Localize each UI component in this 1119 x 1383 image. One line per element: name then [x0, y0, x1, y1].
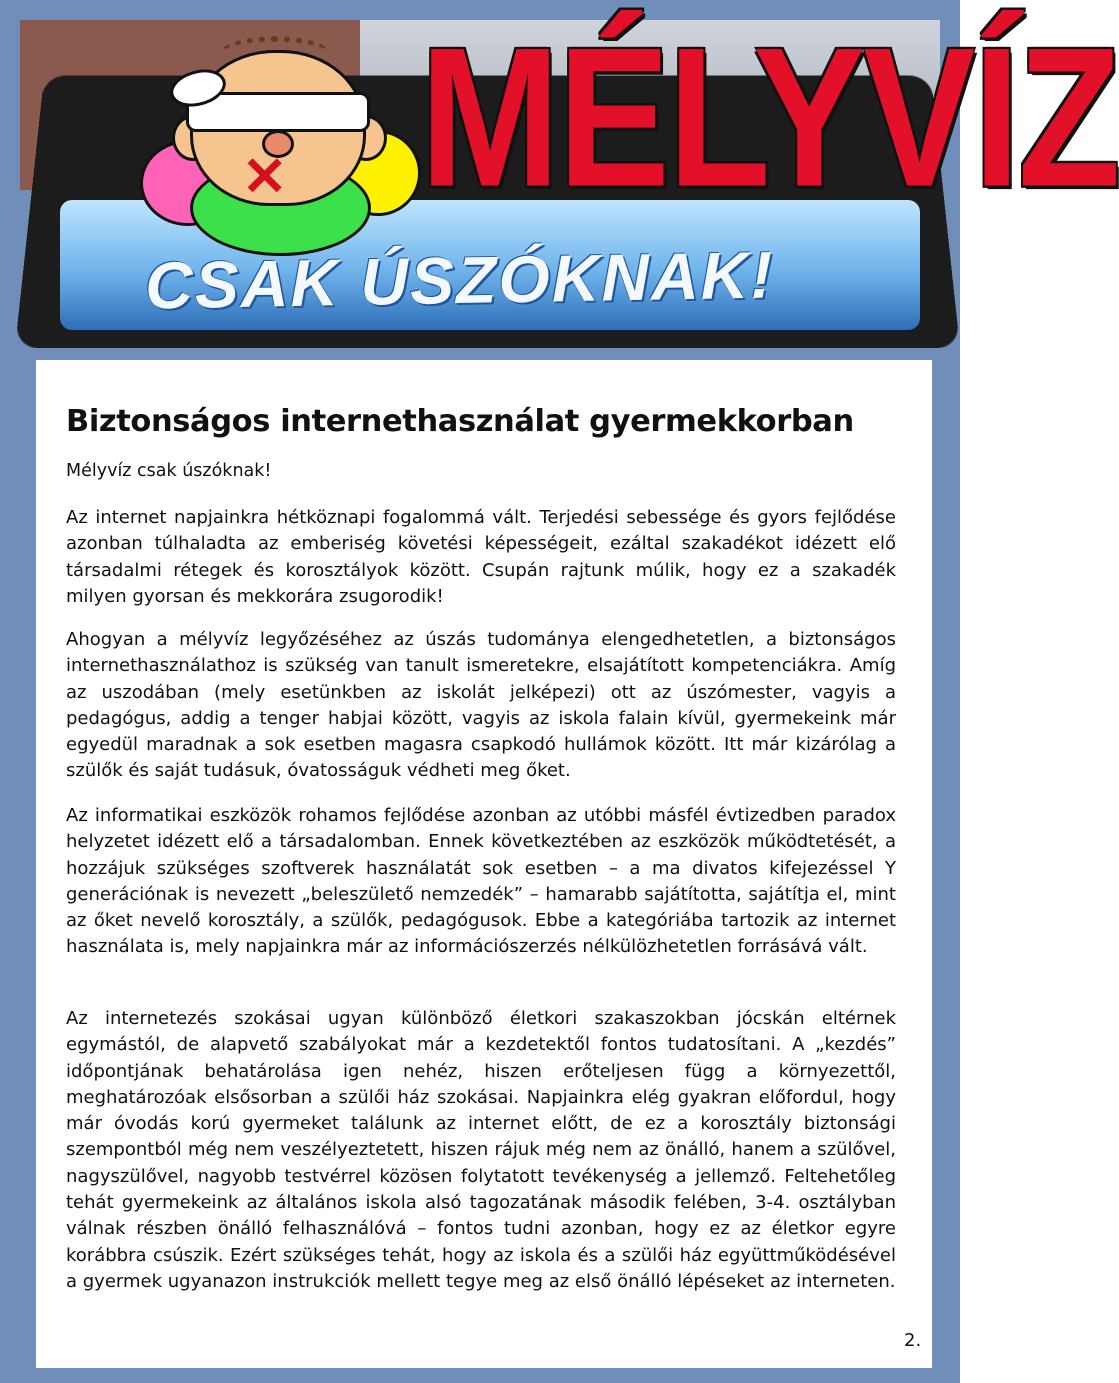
paragraph-2: Ahogyan a mélyvíz legyőzéséhez az úszás tudománya elengedhetetlen, a biztonságos internethasználathoz is szükség van tanult ismeretekre, elsajátított kompetenciákra. Amíg az uszodában (mely esetünkben az iskolát jelképezi) ott az úszómester, vagyis a pedagógus, addig a tenger habjai között, vagyis az iskola falain kívül, gyermekeink már egyedül maradnak a sok esetben magasra csapkodó hullámok között. Itt már kizárólag a szülők és saját tudásuk, óvatosságuk védheti meg őket.: [66, 629, 896, 782]
logo-csak-uszoknak: CSAK ÚSZÓKNAK!: [144, 237, 775, 323]
logo-melyviz: MÉLYVÍZ: [420, 6, 1119, 229]
mouth-cross-icon: ✕: [242, 147, 288, 207]
paragraph-3: Az informatikai eszközök rohamos fejlődése azonban az utóbbi másfél évtizedben paradox helyzetet idézett elő a társadalomban. Ennek következtében az eszközök működtetését, a hozzájuk szükséges szoftverek használatát sok esetben – a ma divatos kifejezéssel Y generációnak is nevezett „beleszülető nemzedék” – hamarabb sajátította, sajátítja el, mint az őket nevelő korosztály, a szülők, pedagógusok. Ebbe a kategóriába tartozik az internet használata is, mely napjainkra már az információszerzés nélkülözhetetlen forrásává vált.: [66, 805, 896, 958]
kid-hair: [220, 36, 330, 72]
article-subtitle: Mélyvíz csak úszóknak!: [66, 461, 272, 481]
paragraph-4: Az internetezés szokásai ugyan különböző életkori szakaszokban jócskán eltérnek egymástól, de alapvető szabályokat már a kezdetektől fontos tudatosítani. A „kezdés” időpontjának behatárolása igen nehéz, hiszen erőteljesen függ a környezettől, meghatározóak elsősorban a szülői ház szokásai. Napjainkra elég gyakran előfordul, hogy már óvodás korú gyermeket találunk az internet előtt, de ez a korosztály biztonsági szempontból még nem veszélyeztetett, hiszen rájuk még nem az önálló, hanem a szülővel, nagyszülővel, nagyobb testvérrel közösen folytatott tevékenység a jellemző. Feltehetőleg tehát gyermekeink az általános iskola alsó tagozatának második felében, 3-4. osztályban válnak részben önálló felhasználóvá – fontos tudni azonban, hogy ez az életkor egyre korábbra csúszik. Ezért szükséges tehát, hogy az iskola és a szülői ház együttműködésével a gyermek ugyanazon instrukciók mellett tegye meg az első önálló lépéseket az interneten.: [66, 1008, 896, 1292]
blindfolded-kid-illustration: [150, 30, 390, 260]
header-banner: [0, 0, 1119, 360]
article-title: Biztonságos internethasználat gyermekkorban: [66, 404, 854, 439]
paragraph-1: Az internet napjainkra hétköznapi fogalommá vált. Terjedési sebessége és gyors fejlődése azonban túlhaladta az emberiség követési képességeit, ezáltal szakadékot idézett elő társadalmi rétegek és korosztályok között. Csupán rajtunk múlik, hogy ez a szakadék milyen gyorsan és mekkorára zsugorodik!: [66, 507, 896, 607]
page-number: 2.: [904, 1330, 922, 1351]
